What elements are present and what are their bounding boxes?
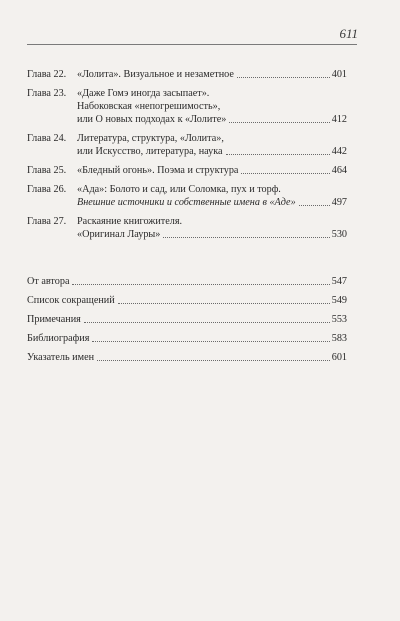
chapter-title-line: или О новых подходах к «Лолите» [77,114,227,125]
chapter-label: Глава 24. [27,133,67,144]
chapter-title-line: «Оригинал Лауры» [77,229,161,240]
toc-entry-chapter-26[interactable] [27,183,347,209]
table-of-contents [27,68,347,370]
toc-entry-name-index[interactable] [27,351,347,364]
chapter-label: Глава 23. [27,88,67,99]
section-page-number: 547 [331,276,347,287]
section-title: Библиография [27,333,90,344]
toc-entry-chapter-22[interactable] [27,68,347,81]
dot-leader [237,77,330,78]
chapter-label: Глава 26. [27,184,67,195]
chapter-page-number: 464 [331,165,347,176]
section-page-number: 583 [331,333,347,344]
section-title: Примечания [27,314,81,325]
toc-entry-chapter-27[interactable] [27,215,347,241]
chapter-page-number: 412 [331,114,347,125]
chapter-title-line: Раскаяние книгожителя. [77,216,183,227]
dot-leader [97,360,330,361]
chapter-page-number: 442 [331,146,347,157]
toc-entry-chapter-25[interactable] [27,164,347,177]
chapter-title-line: «Бледный огонь». Поэма и структура [77,165,239,176]
dot-leader [92,341,329,342]
chapter-label: Глава 22. [27,69,67,80]
page-number: 611 [339,26,358,41]
section-title: Указатель имен [27,352,95,363]
chapter-subtitle-line: Внешние источники и собственные имена в «Аде» [77,197,296,208]
section-page-number: 601 [331,352,347,363]
chapter-title-line: Литература, структура, «Лолита», [77,133,224,144]
toc-entry-author-note[interactable] [27,275,347,288]
chapter-title-line: или Искусство, литература, наука [77,146,223,157]
header-rule [27,44,357,45]
dot-leader [163,237,329,238]
toc-entry-chapter-24[interactable] [27,132,347,158]
chapter-page-number: 401 [331,69,347,80]
dot-leader [226,154,330,155]
dot-leader [299,205,330,206]
section-page-number: 549 [331,295,347,306]
section-title: Список сокращений [27,295,115,306]
chapter-page-number: 530 [331,229,347,240]
toc-entry-bibliography[interactable] [27,332,347,345]
chapter-title-line: «Даже Гомэ иногда засыпает». [77,88,210,99]
toc-entry-chapter-23[interactable] [27,87,347,126]
chapter-title-line: «Ада»: Болото и сад, или Соломка, пух и торф. [77,184,281,195]
section-page-number: 553 [331,314,347,325]
dot-leader [72,284,329,285]
dot-leader [241,173,329,174]
dot-leader [229,122,329,123]
chapter-label: Глава 25. [27,165,67,176]
chapter-page-number: 497 [331,197,347,208]
toc-entry-abbreviations[interactable] [27,294,347,307]
section-title: От автора [27,276,70,287]
chapter-title-line: Набоковская «непогрешимость», [77,101,221,112]
dot-leader [84,322,330,323]
toc-entry-notes[interactable] [27,313,347,326]
dot-leader [118,303,330,304]
chapter-label: Глава 27. [27,216,67,227]
chapter-title-line: «Лолита». Визуальное и незаметное [77,69,234,80]
